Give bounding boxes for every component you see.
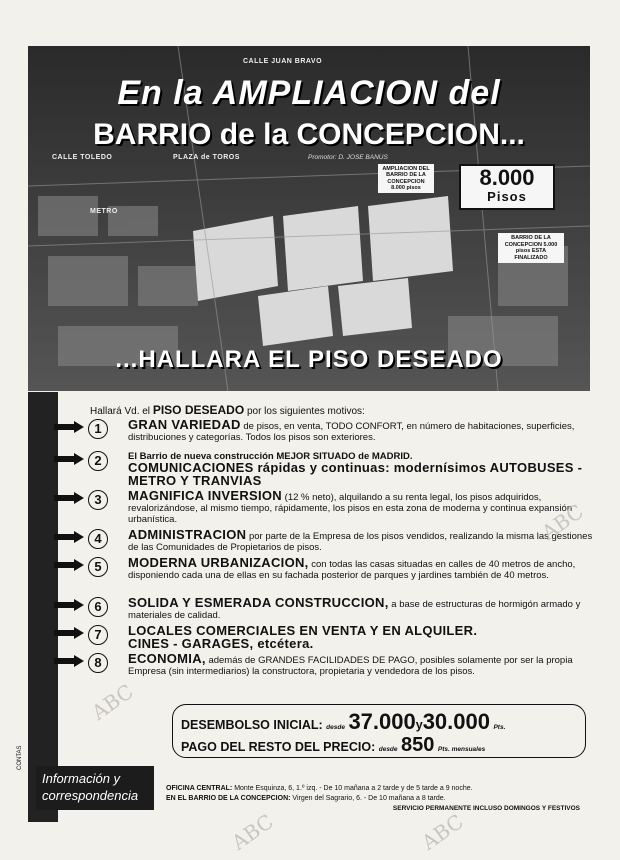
- reason-text: a base de estructuras de hormigón armado y materiales de calidad.: [128, 599, 581, 621]
- reason-head: MAGNIFICA INVERSION: [128, 488, 283, 503]
- watermark: ABC: [227, 809, 278, 855]
- remaining-payment-label: PAGO DEL RESTO DEL PRECIO:: [181, 740, 376, 754]
- reason-text: CINES - GARAGES, etcétera.: [128, 636, 314, 651]
- arrow-right-icon: [54, 421, 84, 433]
- reason-number: 5: [88, 557, 108, 577]
- metro-label: METRO: [90, 208, 118, 215]
- initial-payment-label: DESEMBOLSO INICIAL:: [181, 718, 323, 732]
- intro-rest: por los siguientes motivos:: [246, 406, 365, 417]
- reason-text: además de GRANDES FACILIDADES DE PAGO, posibles solamente por ser la propia Empresa (sin intermediarios) la constructora, propietaria y vendedora de los pisos.: [128, 655, 573, 677]
- reason-number: 8: [88, 653, 108, 673]
- service-note: SERVICIO PERMANENTE INCLUSO DOMINGOS Y FESTIVOS: [392, 805, 580, 812]
- initial-payment-unit: Pts.: [493, 724, 506, 731]
- headline-line1: En la AMPLIACION del: [117, 74, 501, 112]
- reason-item: [54, 490, 594, 530]
- plaza-label: PLAZA de TOROS: [173, 154, 240, 161]
- reason-number: 2: [88, 451, 108, 471]
- initial-payment-line: [181, 709, 505, 735]
- reason-text: con todas las casas situadas en calles de 40 metros de ancho, disponiendo cada una de ellas en su fachada posterior de parques y jardines también de 40 metros.: [128, 559, 576, 581]
- barrio-sign: BARRIO DE LA CONCEPCION 5.000 pisos ESTA FINALIZADO: [498, 233, 564, 263]
- side-code: CONTAS: [17, 745, 23, 770]
- watermark: ABC: [87, 679, 138, 725]
- reason-text: de pisos, en venta, TODO CONFORT, en número de habitaciones, superficies, distribuciones y categorías. Todos los pisos son exteriores.: [128, 421, 575, 443]
- reason-text: COMUNICACIONES rápidas y continuas: modernísimos AUTOBUSES - METRO Y TRANVIAS: [128, 460, 583, 488]
- arrow-right-icon: [54, 559, 84, 571]
- arrow-right-icon: [54, 599, 84, 611]
- reason-head: El Barrio de nueva construcción MEJOR SITUADO de MADRID.: [128, 451, 413, 462]
- reason-item: [54, 653, 594, 695]
- reason-head: LOCALES COMERCIALES EN VENTA Y EN ALQUILER.: [128, 623, 478, 638]
- intro-bold: PISO DESEADO: [152, 403, 245, 417]
- reason-item: [54, 625, 594, 653]
- offices-block: [166, 784, 586, 804]
- reason-head: MODERNA URBANIZACION,: [128, 555, 309, 570]
- reason-text: por parte de la Empresa de los pisos vendidos, realizando la misma las gestiones de las Comunidades de Propietarios de pisos.: [128, 531, 593, 553]
- reason-number: 1: [88, 419, 108, 439]
- reason-head: ADMINISTRACION: [128, 527, 247, 542]
- info-line1: Información y: [42, 771, 121, 786]
- remaining-payment-value: 850: [401, 734, 435, 756]
- reason-item: [54, 557, 594, 597]
- initial-payment-y: y: [415, 718, 423, 732]
- initial-payment-value-1: 37.000: [348, 709, 416, 734]
- arrow-right-icon: [54, 627, 84, 639]
- remaining-payment-unit: Pts. mensuales: [437, 746, 486, 753]
- remaining-payment-line: [181, 734, 485, 757]
- reason-number: 6: [88, 597, 108, 617]
- reason-item: [54, 451, 594, 491]
- watermark: ABC: [417, 809, 468, 855]
- reason-item: [54, 597, 594, 625]
- pisos-count-sign: [459, 164, 555, 210]
- arrow-right-icon: [54, 492, 84, 504]
- intro-line: [90, 403, 365, 417]
- reason-item: [54, 419, 594, 453]
- street-label-top: CALLE JUAN BRAVO: [243, 58, 323, 65]
- watermark: ABC: [537, 499, 588, 545]
- reason-head: SOLIDA Y ESMERADA CONSTRUCCION,: [128, 595, 389, 610]
- barrio-office-label: EN EL BARRIO DE LA CONCEPCION:: [166, 795, 291, 802]
- remaining-payment-from: desde: [378, 746, 398, 753]
- ampliacion-sign: AMPLIACION DEL BARRIO DE LA CONCEPCION 8.000 pisos: [378, 164, 434, 193]
- initial-payment-from: desde: [326, 724, 345, 731]
- pisos-label: Pisos: [487, 189, 527, 204]
- arrow-right-icon: [54, 453, 84, 465]
- barrio-office-text: Virgen del Sagrario, 6. - De 10 mañana a 8 tarde.: [292, 795, 446, 802]
- price-box: [172, 704, 586, 758]
- reason-number: 7: [88, 625, 108, 645]
- initial-payment-value-2: 30.000: [422, 709, 490, 734]
- hallara-headline: ...HALLARA EL PISO DESEADO: [115, 346, 503, 373]
- central-office-label: OFICINA CENTRAL:: [166, 785, 233, 792]
- central-office-text: Monte Esquinza, 6, 1.º izq. - De 10 mañana a 2 tarde y de 5 tarde a 9 noche.: [234, 785, 473, 792]
- intro-text: Hallará Vd. el: [90, 406, 151, 417]
- reason-number: 4: [88, 529, 108, 549]
- aerial-photo: [28, 46, 590, 391]
- reason-head: ECONOMIA,: [128, 651, 206, 666]
- reason-text: (12 % neto), alquilando a su renta legal, los pisos adquiridos, revalorizándose, al mismo tiempo, rápidamente, los pisos en esta zona de moderna y continua expansión urbanística.: [128, 492, 573, 525]
- reason-number: 3: [88, 490, 108, 510]
- street-label-left: CALLE TOLEDO: [52, 154, 113, 161]
- info-box: [36, 766, 154, 810]
- reason-head: GRAN VARIEDAD: [128, 417, 241, 432]
- headline-line2: BARRIO de la CONCEPCION...: [93, 118, 525, 151]
- arrow-right-icon: [54, 531, 84, 543]
- info-line2: correspondencia: [42, 788, 139, 803]
- pisos-count: 8.000: [479, 165, 535, 190]
- promoter-label: Promotor: D. JOSE BANUS: [308, 154, 388, 161]
- arrow-right-icon: [54, 655, 84, 667]
